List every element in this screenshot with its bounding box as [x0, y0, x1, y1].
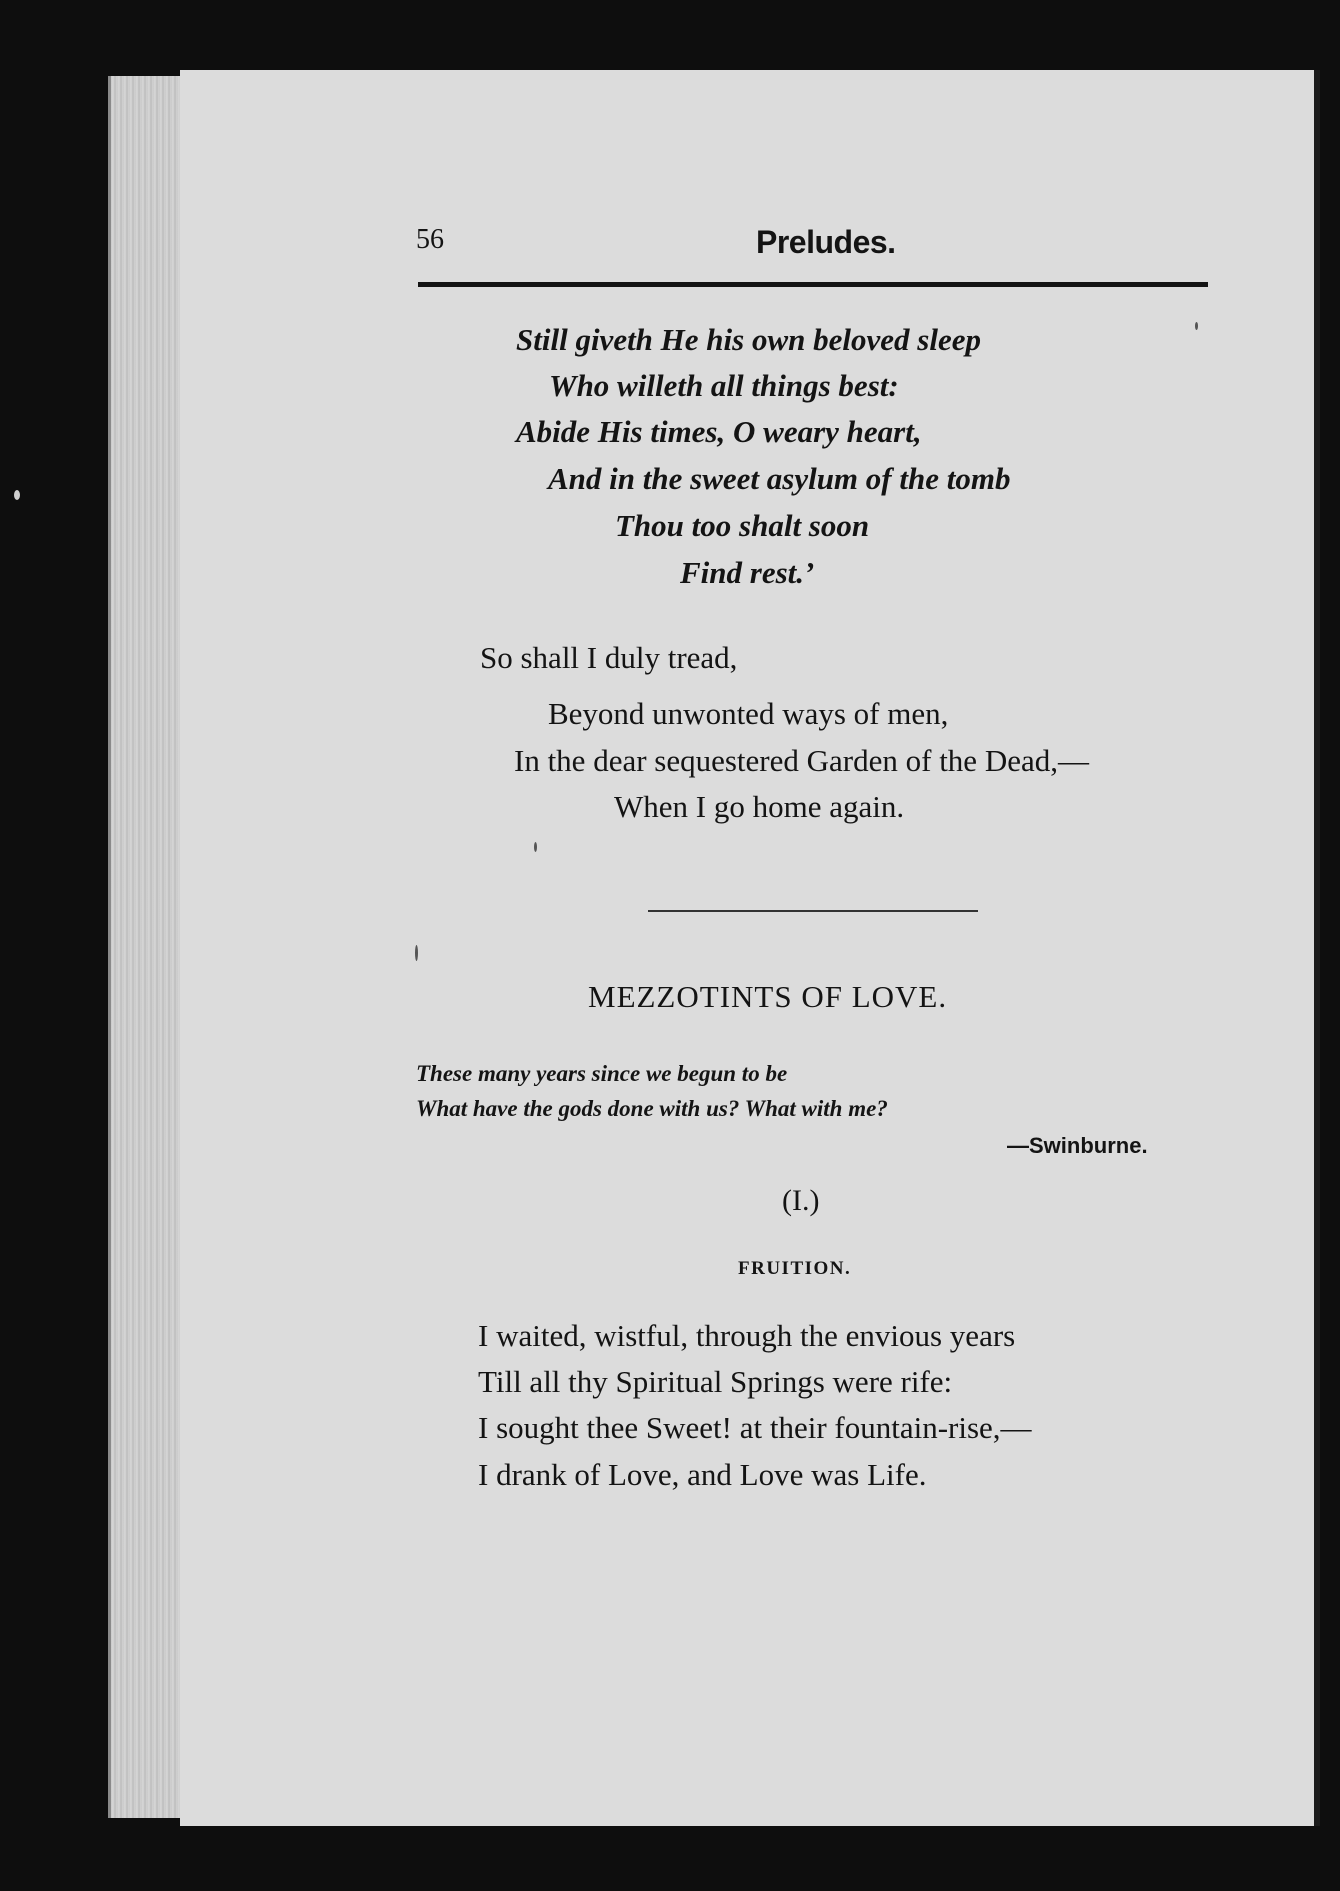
scan-speck	[14, 490, 20, 500]
poem-line: Thou too shalt soon	[615, 508, 870, 543]
poem-line: Abide His times, O weary heart,	[516, 414, 922, 449]
section-divider	[648, 910, 978, 912]
header-rule	[418, 282, 1208, 287]
poem-numeral: (I.)	[782, 1184, 820, 1217]
page-edges	[108, 76, 191, 1818]
epigraph-line: What have the gods done with us? What with me?	[416, 1096, 888, 1121]
stanza-line: I waited, wistful, through the envious years	[478, 1318, 1016, 1353]
poem-line: Beyond unwonted ways of men,	[548, 696, 949, 731]
scan-speck	[534, 842, 537, 852]
section-title: MEZZOTINTS OF LOVE.	[588, 979, 948, 1014]
epigraph-line: These many years since we begun to be	[416, 1061, 788, 1086]
poem-line: When I go home again.	[614, 789, 905, 824]
epigraph-attribution: —Swinburne.	[1007, 1133, 1148, 1158]
poem-line: Still giveth He his own beloved sleep	[516, 322, 981, 357]
running-title: Preludes.	[756, 224, 896, 260]
stanza-line: I sought thee Sweet! at their fountain-rise,—	[478, 1410, 1032, 1445]
poem-line: In the dear sequestered Garden of the Dead,—	[514, 743, 1089, 778]
stanza-line: Till all thy Spiritual Springs were rife:	[478, 1364, 953, 1399]
poem-line: Who willeth all things best:	[549, 368, 899, 403]
stanza-line: I drank of Love, and Love was Life.	[478, 1457, 927, 1492]
poem-line: And in the sweet asylum of the tomb	[548, 461, 1011, 496]
page-number: 56	[416, 224, 444, 255]
poem-subtitle: FRUITION.	[738, 1258, 852, 1279]
poem-line: Find rest.’	[680, 555, 815, 590]
scan-speck	[1195, 322, 1198, 330]
scan-speck	[415, 945, 418, 961]
poem-line: So shall I duly tread,	[480, 640, 738, 675]
